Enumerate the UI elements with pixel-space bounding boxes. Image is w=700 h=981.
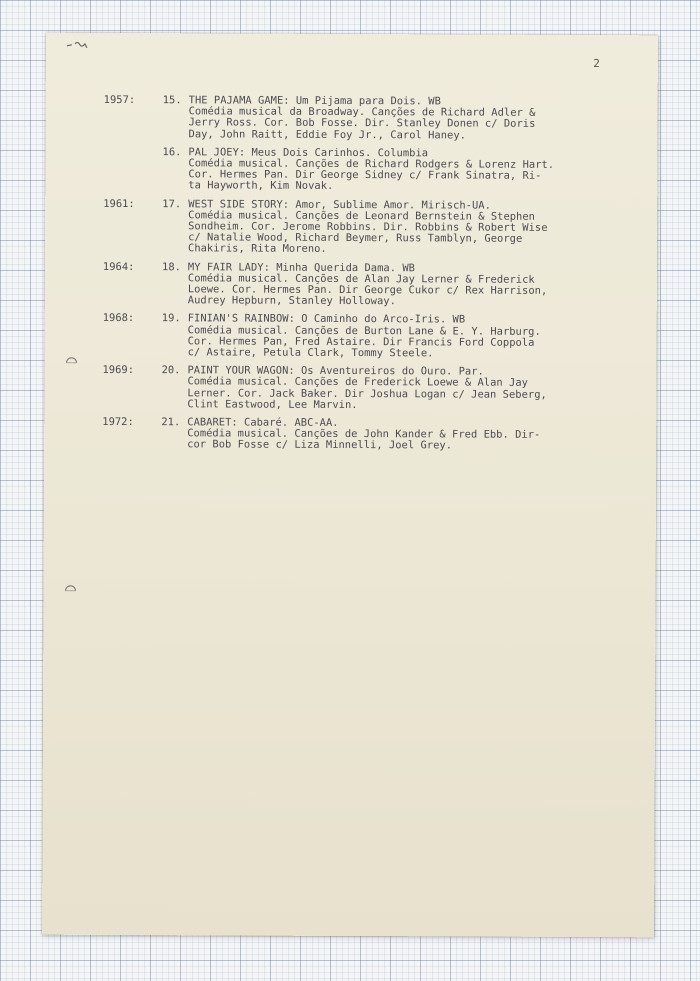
entry-line: Comédia musical. Canções de Richard Rodgers & Lorenz Hart. <box>188 157 555 171</box>
entry-line: Sondheim. Cor. Jerome Robbins. Dir. Robbins & Robert Wise <box>188 220 548 234</box>
entry-line: Comédia musical. Canções de Burton Lane & E. Y. Harburg. <box>187 323 541 338</box>
entry-text <box>189 95 622 142</box>
entry-number: 19. <box>161 312 181 325</box>
entry-line: Comédia musical da Broadway. Canções de Richard Adler & <box>188 105 536 120</box>
entry-number: 18. <box>162 260 181 273</box>
entry-number: 17. <box>162 197 182 210</box>
entry-line: Audrey Hepburn, Stanley Holloway. <box>187 294 396 308</box>
entry-year: 1969: <box>102 364 135 377</box>
entry-year: 1957: <box>103 93 136 107</box>
entry-title-line: CABARET: Cabaré. ABC-AA. <box>187 416 339 430</box>
entry-line: Day, John Raitt, Eddie Foy Jr., Carol Haney. <box>188 127 467 142</box>
entry-line: Comédia musical. Canções de Alan Jay Lerner & Frederick <box>187 272 535 286</box>
entry-line: Jerry Ross. Cor. Bob Fosse. Dir. Stanley Donen c/ Doris <box>188 116 536 131</box>
entry-line: Loewe. Cor. Hermes Pan. Dir George Cukor c/ Rex Harrison, <box>187 283 548 297</box>
entry-year: 1972: <box>102 415 134 429</box>
entry-line: Comédia musical. Canções de Frederick Loewe & Alan Jay <box>187 375 528 390</box>
entry-line: Cor. Hermes Pan, Fred Astaire. Dir Francis Ford Coppola <box>187 335 535 349</box>
typewritten-page <box>42 33 658 938</box>
film-entry <box>100 417 620 453</box>
film-entry <box>101 262 621 309</box>
entry-line: cor Bob Fosse c/ Liza Minnelli, Joel Grey. <box>187 438 453 452</box>
entry-line: Comédia musical. Canções de John Kander & Fred Ebb. Dir- <box>187 427 541 442</box>
entry-text <box>188 314 621 361</box>
page-number: 2 <box>593 57 600 71</box>
film-entry <box>101 199 621 257</box>
entry-line: c/ Astaire, Petula Clark, Tommy Steele. <box>187 346 434 360</box>
pencil-mark-icon <box>66 39 88 51</box>
entry-title-line: THE PAJAMA GAME: Um Pijama para Dois. WB <box>188 94 441 108</box>
entry-line: ta Hayworth, Kim Novak. <box>188 179 334 193</box>
entry-text <box>188 262 621 309</box>
entry-title-line: WEST SIDE STORY: Amor, Sublime Amor. Mirisch-UA. <box>188 197 491 212</box>
punch-hole-icon <box>64 583 78 597</box>
film-entry <box>100 365 620 412</box>
entry-line: Cor. Hermes Pan. Dir George Sidney c/ Frank Sinatra, Ri- <box>188 168 542 183</box>
film-entry <box>102 95 622 142</box>
entry-year: 1961: <box>103 197 135 210</box>
entry-line: Comédia musical. Canções de Leonard Bernstein & Stephen <box>188 209 536 223</box>
entry-year: 1964: <box>102 260 135 273</box>
film-entry <box>101 147 621 194</box>
entry-title-line: PAINT YOUR WAGON: Os Aventureiros do Ouro. Par. <box>187 364 484 378</box>
entry-line: Lerner. Cor. Jack Baker. Dir Joshua Logan c/ Jean Seberg, <box>187 386 547 401</box>
entry-text <box>188 199 621 257</box>
entry-line: Clint Eastwood, Lee Marvin. <box>187 398 358 411</box>
entry-number: 20. <box>161 364 181 377</box>
entry-line: c/ Natalie Wood, Richard Beymer, Russ Tamblyn, George <box>188 231 523 245</box>
entry-number: 15. <box>162 94 182 107</box>
film-list <box>100 95 622 460</box>
entry-text <box>187 366 620 413</box>
entry-line: Chakiris, Rita Moreno. <box>188 242 327 256</box>
entry-text <box>188 147 621 194</box>
entry-number: 16. <box>162 145 182 159</box>
entry-title-line: FINIAN'S RAINBOW: O Caminho do Arco-Iris. WB <box>187 312 466 326</box>
film-entry <box>101 313 621 360</box>
entry-text <box>187 417 620 452</box>
entry-title-line: MY FAIR LADY: Minha Querida Dama. WB <box>187 260 415 274</box>
entry-year: 1968: <box>102 312 135 325</box>
entry-number: 21. <box>161 416 181 429</box>
punch-hole-icon <box>65 355 79 369</box>
entry-title-line: PAL JOEY: Meus Dois Carinhos. Columbia <box>188 146 429 160</box>
